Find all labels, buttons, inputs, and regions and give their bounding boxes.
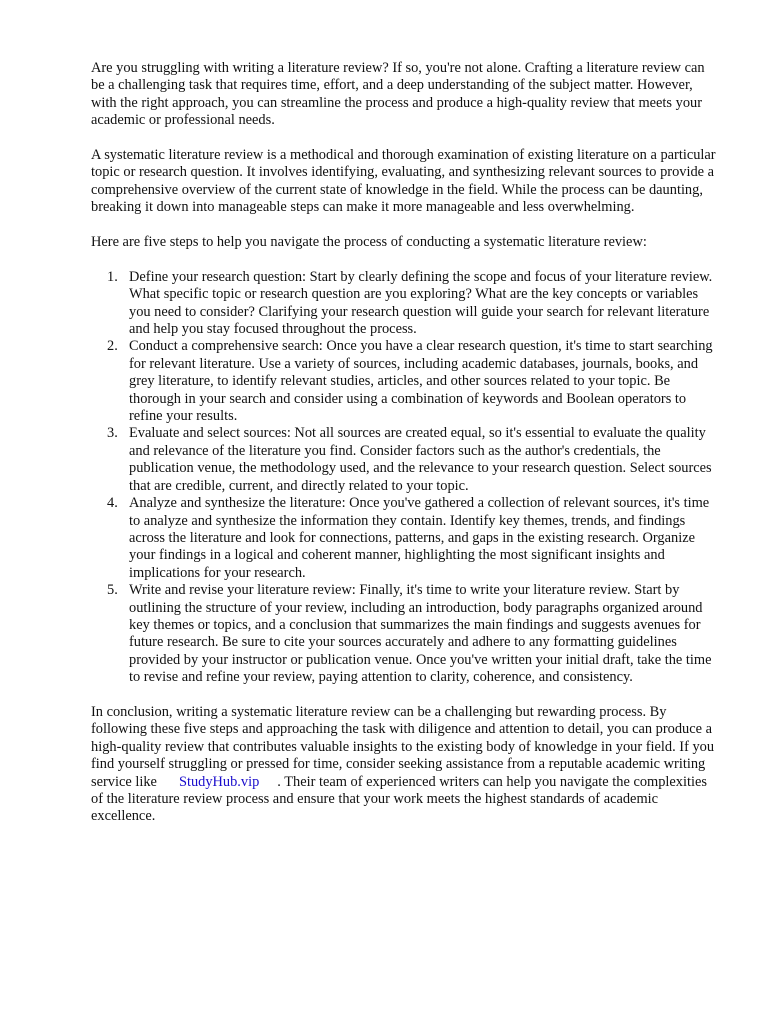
intro-paragraph: Are you struggling with writing a literature review? If so, you're not alone. Crafting a literature review can be a challenging task that requires time, effort, and a deep understanding of the subject matter. However, with the right approach, you can streamline the process and produce a high-quality review that meets your academic or professional needs. xyxy=(91,60,705,129)
definition-paragraph: A systematic literature review is a methodical and thorough examination of existing literature on a particular topic or research question. It involves identifying, evaluating, and synthesizing relevant sources to provide a comprehensive overview of the current state of knowledge in the field. While the process can be daunting, breaking it down into manageable steps can make it more manageable and less overwhelming. xyxy=(91,147,716,216)
studyhub-link[interactable]: StudyHub.vip xyxy=(178,773,260,790)
conclusion-paragraph xyxy=(91,704,721,826)
document-body xyxy=(91,60,721,843)
steps-intro-paragraph: Here are five steps to help you navigate the process of conducting a systematic literature review: xyxy=(91,234,647,251)
list-item xyxy=(91,425,721,495)
step-text: Evaluate and select sources: Not all sources are created equal, so it's essential to evaluate the quality and relevance of the literature you find. Consider factors such as the author's credentials, the publication venue, the methodology used, and the relevance to your research question. Select sources that are credible, current, and directly related to your topic. xyxy=(129,425,712,494)
list-item xyxy=(91,338,721,425)
steps-list xyxy=(91,269,721,687)
step-number: 5. xyxy=(107,582,118,599)
list-item xyxy=(91,582,721,686)
step-number: 1. xyxy=(107,268,118,285)
step-number: 2. xyxy=(107,338,118,355)
step-text: Conduct a comprehensive search: Once you have a clear research question, it's time to start searching for relevant literature. Use a variety of sources, including academic databases, journals, books, and grey literature, to identify relevant studies, articles, and other sources related to your topic. Be thorough in your search and consider using a combination of keywords and Boolean operators to refine your results. xyxy=(129,338,713,425)
list-item xyxy=(91,269,721,339)
step-text: Define your research question: Start by clearly defining the scope and focus of your literature review. What specific topic or research question are you exploring? What are the key concepts or variables you need to consider? Clarifying your research question will guide your search for relevant literature and help you stay focused throughout the process. xyxy=(129,268,713,338)
list-item xyxy=(91,495,721,582)
conclusion-text-after-link: . Their team of experienced writers can help you navigate the complexities of the literature review process and ensure that your work meets the highest standards of academic excellence. xyxy=(91,773,707,825)
step-number: 3. xyxy=(107,425,118,442)
step-text: Write and revise your literature review: Finally, it's time to write your literature review. Start by outlining the structure of your review, including an introduction, body paragraphs organized around key themes or topics, and a conclusion that summarizes the main findings and suggests avenues for future research. Be sure to cite your sources accurately and adhere to any formatting guidelines provided by your instructor or publication venue. Once you've written your initial draft, take the time to revise and refine your review, paying attention to clarity, coherence, and consistency. xyxy=(129,582,712,686)
step-number: 4. xyxy=(107,495,118,512)
conclusion-text-before-link: In conclusion, writing a systematic literature review can be a challenging but rewarding process. By following these five steps and approaching the task with diligence and attention to detail, you can produce a high-quality review that contributes valuable insights to the existing body of knowledge in your field. If you find yourself struggling or pressed for time, consider seeking assistance from a reputable academic writing service like xyxy=(91,703,715,790)
step-text: Analyze and synthesize the literature: Once you've gathered a collection of relevant sources, it's time to analyze and synthesize the information they contain. Identify key themes, trends, and findings across the literature and look for connections, patterns, and gaps in the existing research. Organize your findings in a logical and coherent manner, highlighting the most significant insights and implications for your research. xyxy=(129,495,710,581)
